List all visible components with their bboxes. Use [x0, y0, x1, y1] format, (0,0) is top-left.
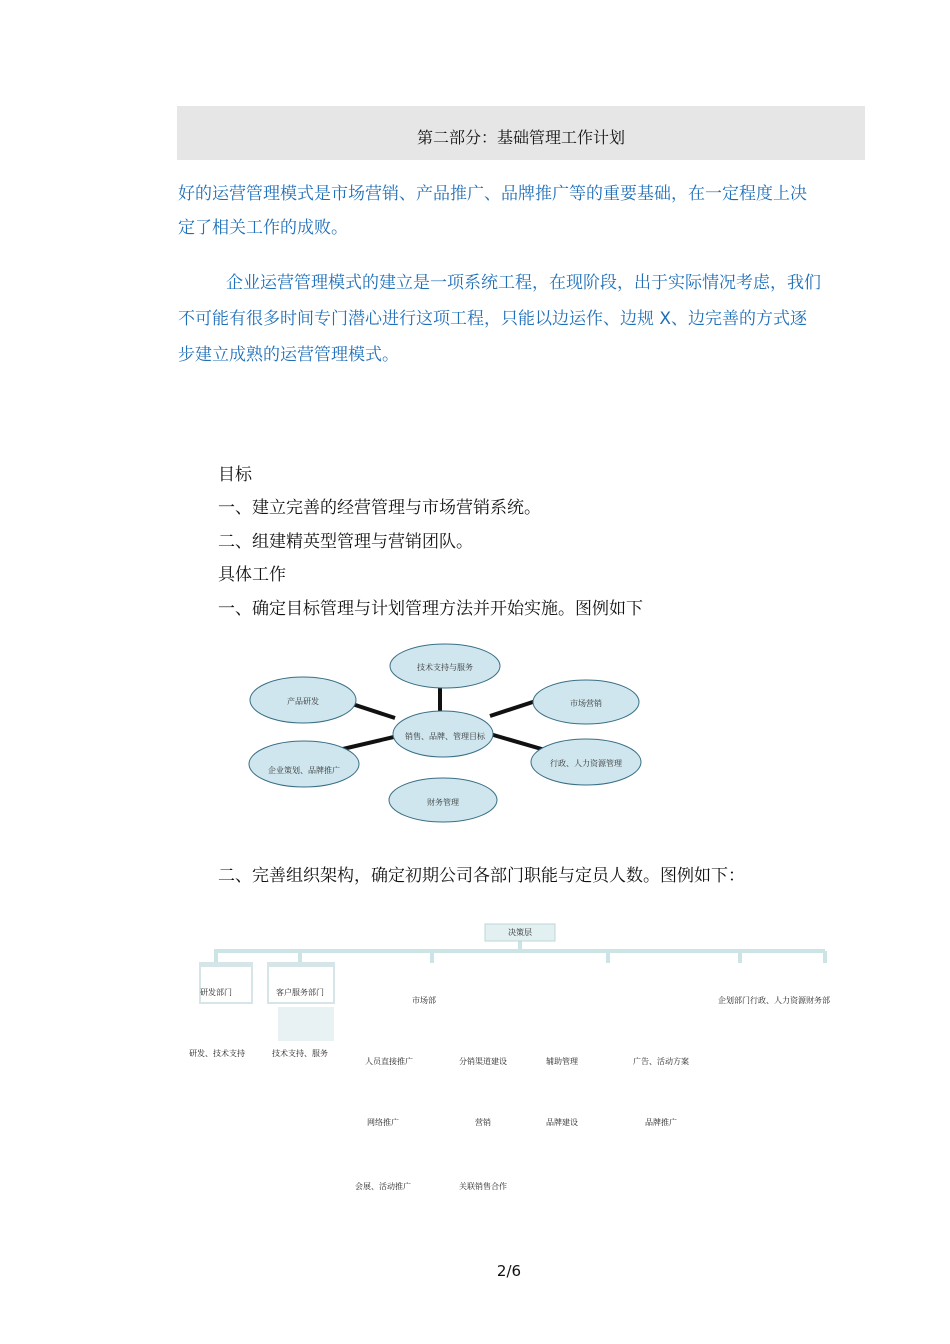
org-grid-r0c0: 人员直接推广: [365, 1057, 413, 1066]
org-grid-r1c3: 品牌推广: [645, 1118, 677, 1127]
work-item-2: 二、完善组织架构，确定初期公司各部门职能与定员人数。图例如下：: [218, 866, 745, 886]
bubble-left-bottom-label: 企业策划、品牌推广: [268, 766, 340, 775]
org-grid-r2c1: 关联销售合作: [459, 1182, 507, 1191]
org-dept-other-label: 企划部门行政、人力资源财务部: [718, 996, 830, 1005]
org-grid-r1c1: 营销: [475, 1118, 491, 1127]
bubble-right-top-label: 市场营销: [570, 699, 602, 708]
org-grid-r1c2: 品牌建设: [546, 1118, 578, 1127]
org-dept-rd-label: 研发部门: [200, 988, 232, 997]
page-number: 2/6: [496, 1262, 522, 1280]
org-chart: [180, 915, 870, 1215]
intro-paragraph-2-line-2: 不可能有很多时间专门潜心进行这项工程，只能以边运作、边规 X、边完善的方式逐: [178, 309, 808, 329]
org-sub-cs-label: 技术支持、服务: [272, 1049, 328, 1058]
intro-paragraph-2-line-3: 步建立成熟的运营管理模式。: [178, 345, 399, 365]
spoke-right-bottom: [490, 734, 545, 750]
org-grid-r0c1: 分销渠道建设: [459, 1057, 507, 1066]
bubble-left-top-label: 产品研发: [287, 697, 319, 706]
org-grid-r1c0: 网络推广: [367, 1118, 399, 1127]
goal-hub-diagram: [240, 630, 650, 825]
org-root-label: 决策层: [508, 928, 532, 937]
goal-item-1: 一、建立完善的经营管理与市场营销系统。: [218, 498, 541, 518]
org-sub-rd-label: 研发、技术支持: [189, 1049, 245, 1058]
org-dept-cs-label: 客户服务部门: [276, 988, 324, 997]
org-dept-rd-box: [200, 963, 252, 1003]
org-grid-r0c2: 辅助管理: [546, 1057, 578, 1066]
org-grid-r0c3: 广告、活动方案: [633, 1057, 689, 1066]
org-grid-r2c0: 会展、活动推广: [355, 1182, 411, 1191]
bubble-bottom-label: 财务管理: [427, 798, 459, 807]
work-item-1: 一、确定目标管理与计划管理方法并开始实施。图例如下: [218, 599, 643, 619]
goals-heading: 目标: [218, 465, 252, 485]
bubble-top-label: 技术支持与服务: [417, 663, 473, 672]
bubble-left-bottom: [249, 741, 359, 787]
org-dept-market-label: 市场部: [412, 996, 436, 1005]
bubble-right-bottom-label: 行政、人力资源管理: [550, 759, 622, 768]
org-dept-cs-box: [268, 963, 334, 1003]
org-sub-cs-box: [278, 1007, 334, 1041]
work-heading: 具体工作: [218, 565, 286, 585]
goal-item-2: 二、组建精英型管理与营销团队。: [218, 532, 473, 552]
section-title: 第二部分：基础管理工作计划: [416, 128, 625, 147]
intro-paragraph-1-line-2: 定了相关工作的成败。: [178, 218, 348, 238]
intro-paragraph-2-line-1: 企业运营管理模式的建立是一项系统工程，在现阶段，出于实际情况考虑，我们: [226, 273, 821, 293]
bubble-center-label: 销售、品牌、管理目标: [405, 732, 485, 741]
intro-paragraph-1-line-1: 好的运营管理模式是市场营销、产品推广、品牌推广等的重要基础，在一定程度上决: [178, 184, 807, 204]
